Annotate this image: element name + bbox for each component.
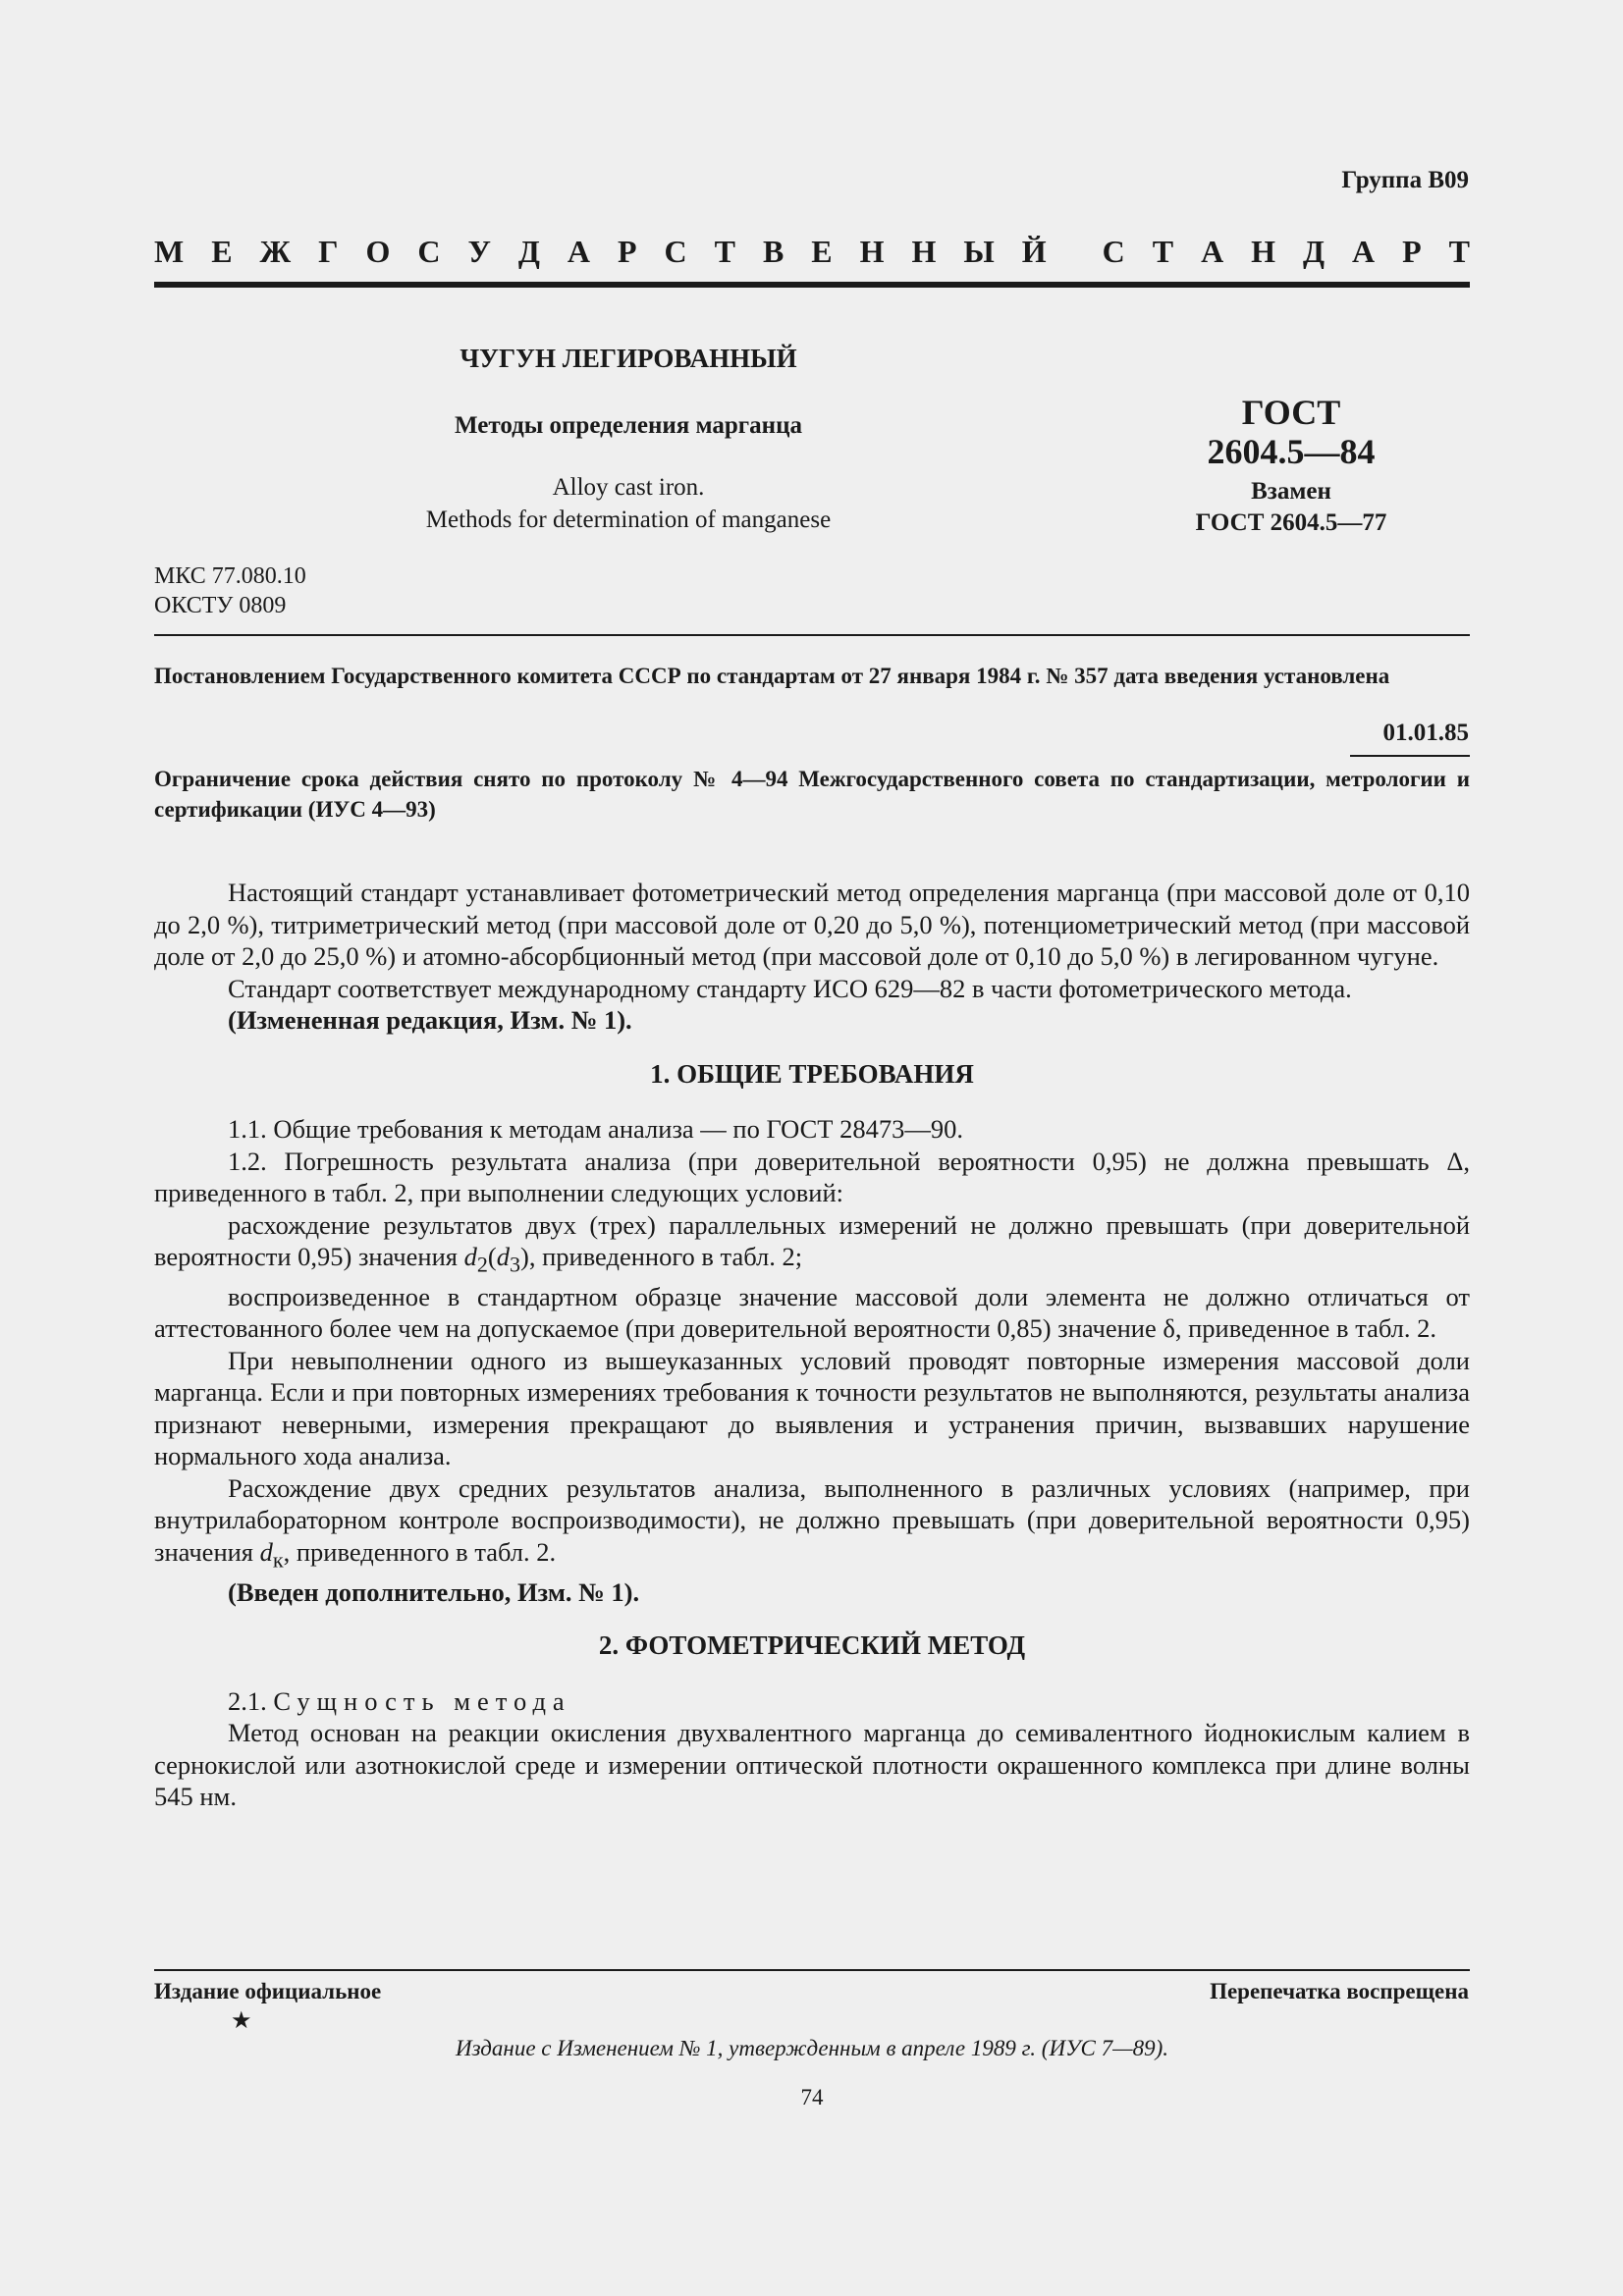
section-1-heading: 1. ОБЩИЕ ТРЕБОВАНИЯ — [650, 1058, 974, 1089]
clause-1-2: 1.2. Погрешность результата анализа (при доверительной вероятности 0,95) не должна превышать Δ, приведенного в табл. 2, при выполнении следующих условий: — [154, 1146, 1470, 1207]
gost-designation — [1129, 393, 1453, 471]
banner-letter: М — [154, 234, 185, 269]
clause-1-2-condition-2: воспроизведенное в стандартном образце значение массовой доли элемента не должно отличаться от аттестованного более чем на допускаемое (при доверительной вероятности 0,85) значение δ, приведенное в табл. 2. — [154, 1281, 1470, 1344]
symbol-dk: d — [259, 1536, 273, 1567]
subscript-2: 2 — [476, 1252, 488, 1277]
banner-letter: Н — [859, 234, 885, 269]
official-edition: Издание официальное — [154, 1979, 382, 2003]
codes-divider — [154, 634, 1470, 636]
reprint-prohibited: Перепечатка воспрещена — [1210, 1979, 1469, 2003]
clause-2-1-number: 2.1. — [228, 1685, 267, 1716]
subscript-k: к — [272, 1547, 284, 1573]
condition-1-text: расхождение результатов двух (трех) параллельных измерений не должно превышать (при доверительной вероятности 0,95) значения — [154, 1209, 1470, 1271]
gost-replaces-number: ГОСТ 2604.5—77 — [1195, 509, 1387, 536]
banner-letter: С — [664, 234, 687, 269]
banner-word-gap — [1074, 234, 1075, 270]
banner-letter: В — [762, 234, 784, 269]
clause-1-2-repeat: При невыполнении одного из вышеуказанных условий проводят повторные измерения массовой доли марганца. Если и при повторных измерениях требования к точности результатов не выполняются, результаты анализа признают неверными, измерения прекращают до выявления и устранения причин, вызвавших нарушение нормального хода анализа. — [154, 1345, 1470, 1471]
header-divider — [154, 282, 1470, 288]
banner-letter: Г — [318, 234, 339, 269]
bracket-open: ( — [487, 1242, 497, 1271]
banner-letter: Д — [1303, 234, 1325, 269]
banner-letter: Е — [811, 234, 833, 269]
group-code: Группа В09 — [1341, 167, 1469, 193]
banner-letter: Т — [1152, 234, 1174, 269]
banner-letter: С — [417, 234, 441, 269]
symbol-d: d — [463, 1242, 477, 1271]
restriction-note: Ограничение срока действия снято по протоколу № 4—94 Межгосударственного совета по стандартизации, метрологии и сертификации (ИУС 4—93) — [154, 767, 1470, 822]
banner-letter: А — [1352, 234, 1376, 269]
reproducibility-text: Расхождение двух средних результатов анализа, выполненного в различных условиях (например, при внутрилабораторном контроле воспроизводимости), не должно превышать (при доверительной вероятности 0,95) значения — [154, 1472, 1470, 1567]
classification-codes — [154, 561, 306, 620]
section-2-heading: 2. ФОТОМЕТРИЧЕСКИЙ МЕТОД — [598, 1630, 1026, 1661]
banner-letter: Й — [1021, 234, 1047, 269]
clause-2-1-title — [154, 1685, 1470, 1718]
intro-paragraph-2: Стандарт соответствует международному стандарту ИСО 629—82 в части фотометрического метода. — [228, 973, 1352, 1003]
banner-letter: Ж — [259, 234, 292, 269]
symbol-d-alt: d — [496, 1242, 510, 1271]
clause-2-1-text: Метод основан на реакции окисления двухвалентного марганца до семивалентного йоднокислым калием в сернокислой или азотнокислой среде и измерении оптической плотности окрашенного комплекса при длине волны 545 нм. — [154, 1718, 1470, 1812]
clause-1-1: 1.1. Общие требования к методам анализа — по ГОСТ 28473—90. — [228, 1114, 963, 1144]
star-icon: ★ — [231, 2008, 252, 2034]
gost-replaces-label: Взамен — [1251, 478, 1331, 505]
banner-letter: Е — [211, 234, 233, 269]
okstu-code: ОКСТУ 0809 — [154, 593, 287, 618]
reproducibility-end: , приведенного в табл. 2. — [283, 1536, 557, 1567]
english-title-line-1: Alloy cast iron. — [552, 474, 705, 501]
gost-replaces — [1129, 476, 1453, 539]
gost-number: 2604.5—84 — [1207, 432, 1376, 471]
banner-letter: Н — [911, 234, 937, 269]
page-number: 74 — [800, 2085, 824, 2109]
clause-2-1-name: Сущность метода — [273, 1685, 571, 1716]
banner-letter: Д — [517, 234, 540, 269]
banner-letter: А — [567, 234, 591, 269]
banner-letter: С — [1102, 234, 1125, 269]
introduction-date: 01.01.85 — [1382, 720, 1469, 746]
amendment-note-1: (Измененная редакция, Изм. № 1). — [228, 1005, 632, 1035]
condition-1-end: ), приведенного в табл. 2; — [520, 1242, 803, 1271]
banner-letter: У — [467, 234, 491, 269]
subscript-3: 3 — [509, 1252, 520, 1277]
interstate-standard-banner — [154, 234, 1470, 270]
banner-letter: А — [1201, 234, 1224, 269]
english-title-line-2: Methods for determination of manganese — [425, 507, 832, 533]
standard-title: ЧУГУН ЛЕГИРОВАННЫЙ — [460, 344, 797, 373]
decree-text: Постановлением Государственного комитета СССР по стандартам от 27 января 1984 г. № 357 дата введения установлена — [154, 664, 1390, 688]
footer-divider — [154, 1969, 1470, 1971]
clause-1-2-condition-1 — [154, 1209, 1470, 1281]
banner-letter: Н — [1251, 234, 1276, 269]
banner-letter: Ы — [963, 234, 995, 269]
intro-paragraph-1: Настоящий стандарт устанавливает фотометрический метод определения марганца (при массовой доле от 0,10 до 2,0 %), титриметрический метод (при массовой доле от 0,20 до 5,0 %), потенциометрический метод (при массовой доле от 2,0 до 25,0 %) и атомно-абсорбционный метод (при массовой доле от 0,10 до 5,0 %) в легированном чугуне. — [154, 878, 1470, 971]
standard-subtitle: Методы определения марганца — [455, 412, 802, 439]
banner-letter: О — [365, 234, 391, 269]
mks-code: МКС 77.080.10 — [154, 563, 306, 589]
document-body — [154, 877, 1470, 1813]
banner-letter: Т — [1448, 234, 1470, 269]
banner-letter: Р — [1402, 234, 1422, 269]
edition-note: Издание с Изменением № 1, утвержденным в апреле 1989 г. (ИУС 7—89). — [456, 2036, 1168, 2060]
gost-label: ГОСТ — [1241, 393, 1341, 432]
date-underline — [1350, 755, 1470, 757]
english-title — [295, 471, 962, 536]
banner-letter: Р — [618, 234, 637, 269]
amendment-note-2: (Введен дополнительно, Изм. № 1). — [228, 1576, 640, 1607]
banner-letter: Т — [714, 234, 735, 269]
clause-1-2-reproducibility — [154, 1472, 1470, 1576]
